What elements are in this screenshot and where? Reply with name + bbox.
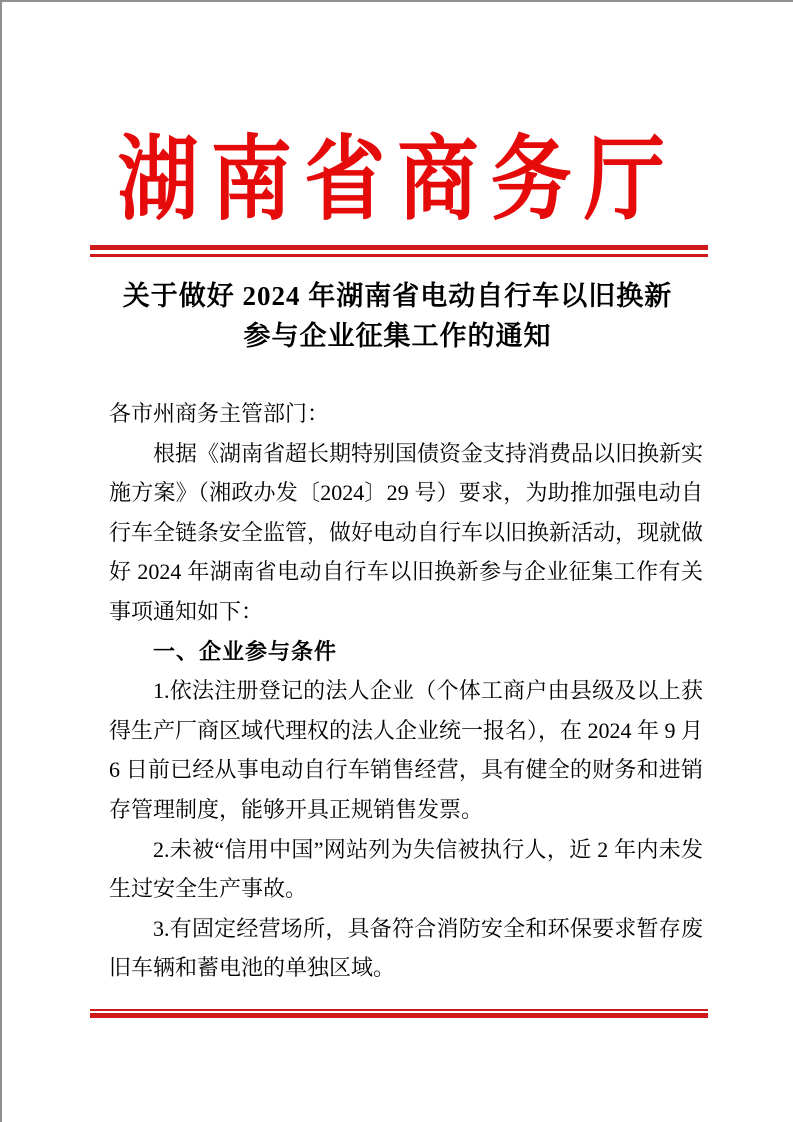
list-item: 3.有固定经营场所，具备符合消防安全和环保要求暂存废旧车辆和蓄电池的单独区域。 [109,915,703,981]
intro-paragraph: 根据《湖南省超长期特别国债资金支持消费品以旧换新实施方案》（湘政办发〔2024〕29 号）要求，为助推加强电动自行车全链条安全监管，做好电动自行车以旧换新活动，现就做好 2024 年湖南省电动自行车以旧换新参与企业征集工作有关事项通知如下： [109,440,704,624]
letterhead-divider [90,245,708,257]
document-title-line1: 关于做好 2024 年湖南省电动自行车以旧换新 [122,281,673,311]
document-body [109,394,703,988]
agency-name: 湖南省商务厅 [117,129,678,231]
footer-divider-thick-line [90,1013,708,1018]
letterhead-divider-thick-line [90,245,708,250]
section-heading: 一、企业参与条件 [153,638,338,664]
salutation: 各市州商务主管部门： [109,401,330,426]
document-title [42,276,753,356]
list-item: 2.未被“信用中国”网站列为失信被执行人，近 2 年内未发生过安全生产事故。 [109,836,703,902]
list-item: 1.依法注册登记的法人企业（个体工商户由县级及以上获得生产厂商区域代理权的法人企业统一报名），在 2024 年 9 月 6 日前已经从事电动自行车销售经营，具有健全的财务和进销存管理制度，能够开具正规销售发票。 [109,678,704,822]
footer-divider-thin-line [90,1009,708,1011]
footer-divider [90,1009,708,1018]
letterhead-divider-thin-line [90,254,708,257]
document-title-line2: 参与企业征集工作的通知 [243,321,552,351]
